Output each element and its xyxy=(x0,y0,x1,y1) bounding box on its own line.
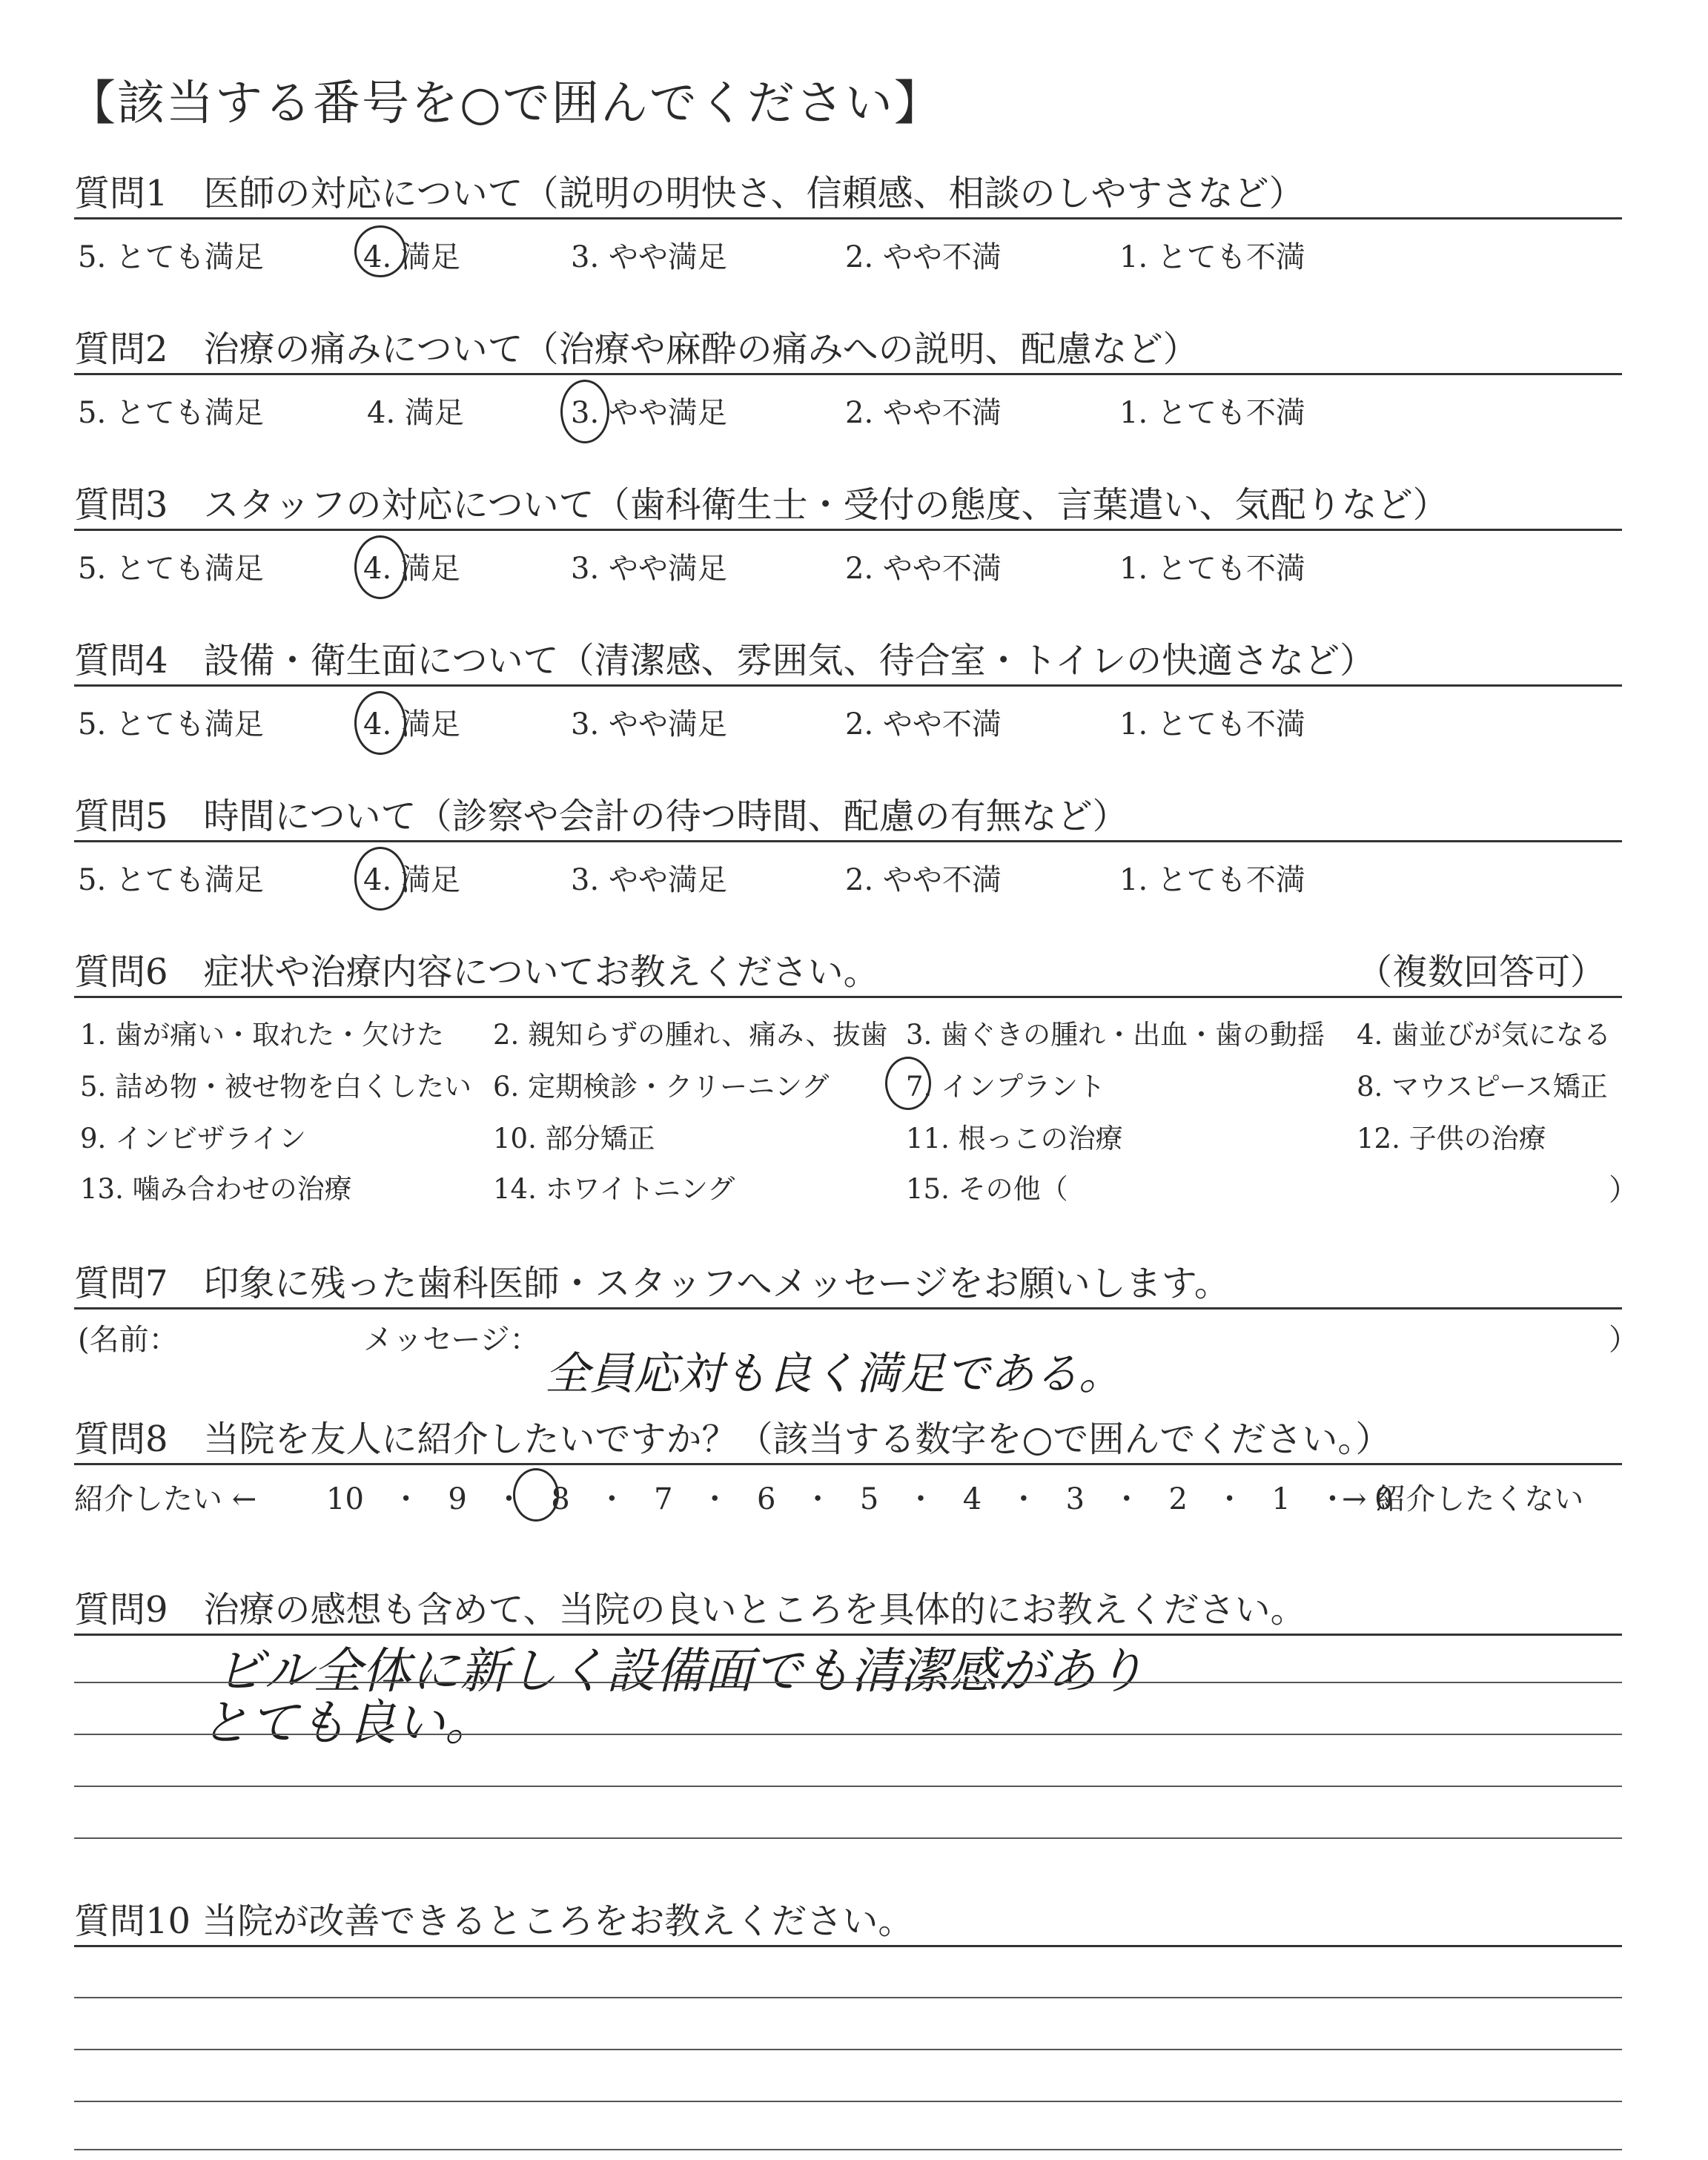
message-close-paren: ） xyxy=(1609,1323,1638,1357)
q1-option-2[interactable]: 2. やや不満 xyxy=(845,240,1002,274)
divider xyxy=(74,217,1622,219)
q6-item[interactable]: 2. 親知らずの腫れ、痛み、抜歯 xyxy=(493,1019,888,1051)
question-1-title: 質問1 医師の対応について（説明の明快さ、信頼感、相談のしやすさなど） xyxy=(74,173,1305,214)
q6-item[interactable]: 11. 根っこの治療 xyxy=(906,1123,1123,1155)
q1-option-4[interactable]: 4. 満足 xyxy=(363,240,460,274)
message-label: メッセージ： xyxy=(363,1323,540,1357)
recommend-left-label: 紹介したい ← xyxy=(74,1482,257,1516)
q6-item[interactable]: 13. 噛み合わせの治療 xyxy=(80,1173,352,1205)
handwritten-answer-line-2: とても良い。 xyxy=(200,1694,494,1751)
answer-line xyxy=(74,2049,1622,2050)
q4-option-1[interactable]: 1. とても不満 xyxy=(1119,707,1305,742)
selection-circle xyxy=(354,847,406,911)
q6-item[interactable]: 12. 子供の治療 xyxy=(1357,1123,1546,1155)
question-8-title: 質問8 当院を友人に紹介したいですか？（該当する数字を○で囲んでください。） xyxy=(74,1418,1391,1460)
divider xyxy=(74,1945,1622,1947)
selection-circle xyxy=(885,1057,931,1110)
divider xyxy=(74,1307,1622,1309)
q1-option-5[interactable]: 5. とても満足 xyxy=(78,240,264,274)
q4-option-2[interactable]: 2. やや不満 xyxy=(845,707,1002,742)
q3-option-5[interactable]: 5. とても満足 xyxy=(78,552,264,586)
answer-line xyxy=(74,1837,1622,1839)
other-close-paren: ） xyxy=(1609,1173,1638,1207)
q2-option-2[interactable]: 2. やや不満 xyxy=(845,396,1002,430)
q6-item[interactable]: 3. 歯ぐきの腫れ・出血・歯の動揺 xyxy=(906,1019,1325,1051)
q6-item[interactable]: 4. 歯並びが気になる xyxy=(1357,1019,1612,1051)
q1-option-3[interactable]: 3. やや満足 xyxy=(571,240,727,274)
q3-option-2[interactable]: 2. やや不満 xyxy=(845,552,1002,586)
q2-option-3[interactable]: 3. やや満足 xyxy=(571,396,727,430)
selection-circle xyxy=(513,1468,559,1522)
q6-item[interactable]: 8. マウスピース矯正 xyxy=(1357,1071,1608,1103)
name-label: (名前： xyxy=(78,1323,179,1357)
answer-line xyxy=(74,2101,1622,2102)
divider xyxy=(74,1463,1622,1465)
q3-option-4[interactable]: 4. 満足 xyxy=(363,552,460,586)
question-7-title: 質問7 印象に残った歯科医師・スタッフへメッセージをお願いします。 xyxy=(74,1263,1230,1304)
divider xyxy=(74,529,1622,531)
q6-item[interactable]: 10. 部分矯正 xyxy=(493,1123,655,1155)
recommend-right-label: → 紹介したくない xyxy=(1342,1482,1584,1516)
answer-line xyxy=(74,1734,1622,1735)
selection-circle xyxy=(354,225,406,277)
selection-circle xyxy=(560,380,609,443)
q6-item[interactable]: 14. ホワイトニング xyxy=(493,1173,735,1205)
selection-circle xyxy=(354,535,406,599)
q6-item[interactable]: 9. インビザライン xyxy=(80,1123,306,1155)
q3-option-1[interactable]: 1. とても不満 xyxy=(1119,552,1305,586)
q6-other-item[interactable]: 15. その他（ xyxy=(906,1173,1068,1205)
question-2-title: 質問2 治療の痛みについて（治療や麻酔の痛みへの説明、配慮など） xyxy=(74,328,1199,370)
answer-line xyxy=(74,1997,1622,1998)
divider xyxy=(74,996,1622,998)
multiple-answers-note: （複数回答可） xyxy=(1357,951,1606,993)
q6-item[interactable]: 5. 詰め物・被せ物を白くしたい xyxy=(80,1071,472,1103)
question-10-title: 質問10 当院が改善できるところをお教えください。 xyxy=(74,1900,914,1942)
divider xyxy=(74,684,1622,687)
divider xyxy=(74,373,1622,375)
selection-circle xyxy=(354,691,406,755)
q6-item[interactable]: 6. 定期検診・クリーニング xyxy=(493,1071,830,1103)
q4-option-5[interactable]: 5. とても満足 xyxy=(78,707,264,742)
question-9-title: 質問9 治療の感想も含めて、当院の良いところを具体的にお教えください。 xyxy=(74,1589,1306,1631)
q2-option-5[interactable]: 5. とても満足 xyxy=(78,396,264,430)
handwritten-message: 全員応対も良く満足である。 xyxy=(545,1348,1123,1400)
recommend-scale[interactable]: 10 ・ 9 ・ 8 ・ 7 ・ 6 ・ 5 ・ 4 ・ 3 ・ 2 ・ 1 ・ 0 xyxy=(326,1482,1394,1516)
q5-option-5[interactable]: 5. とても満足 xyxy=(78,863,264,897)
handwritten-answer-line-1: ビル全体に新しく設備面でも清潔感があり xyxy=(215,1642,1145,1700)
q4-option-4[interactable]: 4. 満足 xyxy=(363,707,460,742)
q5-option-3[interactable]: 3. やや満足 xyxy=(571,863,727,897)
form-header: 【該当する番号を○で囲んでください】 xyxy=(68,76,943,131)
q3-option-3[interactable]: 3. やや満足 xyxy=(571,552,727,586)
q5-option-2[interactable]: 2. やや不満 xyxy=(845,863,1002,897)
answer-line xyxy=(74,1786,1622,1787)
q1-option-1[interactable]: 1. とても不満 xyxy=(1119,240,1305,274)
question-3-title: 質問3 スタッフの対応について（歯科衛生士・受付の態度、言葉遣い、気配りなど） xyxy=(74,484,1449,526)
q5-option-1[interactable]: 1. とても不満 xyxy=(1119,863,1305,897)
q6-item[interactable]: 1. 歯が痛い・取れた・欠けた xyxy=(80,1019,445,1051)
q5-option-4[interactable]: 4. 満足 xyxy=(363,863,460,897)
divider xyxy=(74,840,1622,842)
q2-option-4[interactable]: 4. 満足 xyxy=(367,396,464,430)
q4-option-3[interactable]: 3. やや満足 xyxy=(571,707,727,742)
question-5-title: 質問5 時間について（診察や会計の待つ時間、配慮の有無など） xyxy=(74,796,1128,837)
question-6-title: 質問6 症状や治療内容についてお教えください。 xyxy=(74,951,879,993)
q6-item[interactable]: 7. インプラント xyxy=(906,1071,1106,1103)
q2-option-1[interactable]: 1. とても不満 xyxy=(1119,396,1305,430)
answer-line xyxy=(74,2149,1622,2150)
question-4-title: 質問4 設備・衛生面について（清潔感、雰囲気、待合室・トイレの快適さなど） xyxy=(74,640,1376,681)
